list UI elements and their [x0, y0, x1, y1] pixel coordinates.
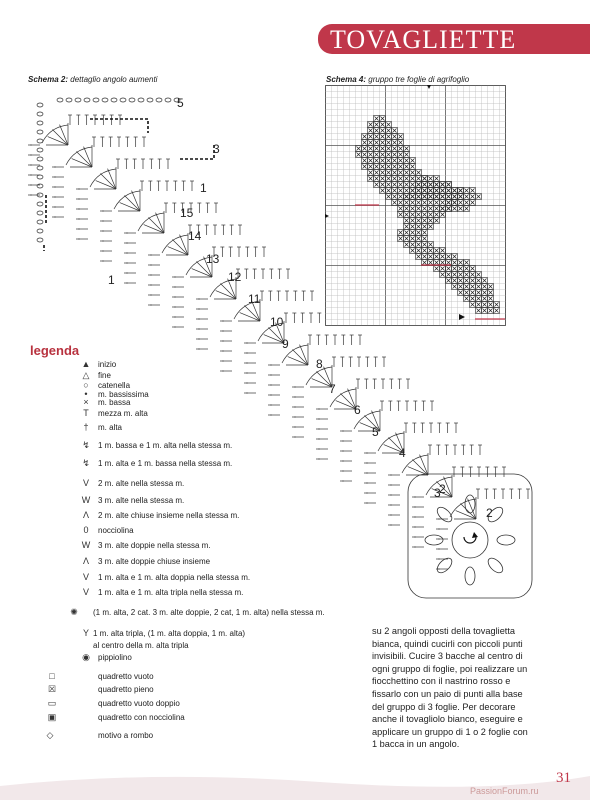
schema2-row-number: 5 [372, 425, 379, 439]
legend-item: m. alta [98, 423, 123, 432]
schema2-row-number: 5 [177, 96, 184, 110]
legend-item: catenella [98, 381, 131, 390]
legend-symbol-icon: ↯ [82, 440, 90, 450]
schema2-row-number: 7 [329, 382, 336, 396]
legend-item: nocciolina [98, 526, 134, 535]
schema2-row-number: 15 [180, 206, 194, 220]
schema2-row-number: 13 [206, 252, 220, 266]
legend-item: 3 m. alte doppie chiuse insieme [98, 557, 211, 566]
watermark: PassionForum.ru [470, 786, 539, 796]
legend-item: 1 m. alta e 1 m. alta tripla nella stessa m. [98, 588, 244, 597]
schema2-row-number: 3 [434, 486, 441, 500]
schema2-row-number: 2 [439, 482, 446, 496]
legend-item: m. bassa [98, 398, 131, 407]
legend-symbol-icon: □ [49, 671, 55, 681]
legend-symbol-icon: ◇ [46, 730, 54, 740]
legend-item: 1 m. alta e 1 m. bassa nella stessa m. [98, 459, 233, 468]
legend-symbol-icon: ▣ [47, 712, 57, 722]
legend-item: quadretto pieno [98, 685, 154, 694]
legend-symbol-icon: V [82, 587, 89, 597]
schema2-row-number: 6 [354, 403, 361, 417]
page-number: 31 [556, 770, 571, 786]
legend-symbol-icon: Λ [82, 510, 89, 520]
title-banner [318, 24, 590, 54]
legend-symbol-icon: V [82, 478, 89, 488]
schema2-row-number: 12 [228, 270, 242, 284]
legend-item: 2 m. alte chiuse insieme nella stessa m. [98, 511, 240, 520]
legend-item: mezza m. alta [98, 409, 148, 418]
schema2-row-number: 1 [108, 273, 115, 287]
legend-item: quadretto con nocciolina [98, 713, 185, 722]
schema2-caption [28, 75, 157, 84]
legend-symbol-icon: ▲ [81, 359, 91, 369]
legend-item: quadretto vuoto doppio [98, 699, 180, 708]
schema2-label: Schema 2: [28, 75, 69, 84]
schema2-row-number: 11 [248, 292, 261, 306]
legend-symbol-icon: V [82, 572, 89, 582]
legend-item: 1 m. bassa e 1 m. alta nella stessa m. [98, 441, 233, 450]
legend-symbol-icon: △ [82, 370, 90, 380]
schema2-row-number: 2 [486, 506, 493, 520]
legend-symbol-icon: Λ [82, 556, 89, 566]
page-title: TOVAGLIETTE [330, 25, 517, 54]
legend-item: (1 m. alta, 2 cat. 3 m. alte doppie, 2 cat, 1 m. alta) nella stessa m. [93, 608, 325, 617]
legend-symbol-icon: ◉ [82, 652, 90, 662]
legend-symbol-icon: ✺ [70, 607, 78, 617]
legend-symbol-icon: ▭ [47, 698, 57, 708]
legend-symbol-icon: ↯ [82, 458, 90, 468]
legend-item: 2 m. alte nella stessa m. [98, 479, 185, 488]
legend-item: 3 m. alte nella stessa m. [98, 496, 185, 505]
legend-item: 1 m. alta e 1 m. alta doppia nella stessa m. [98, 573, 251, 582]
legend-item: inizio [98, 360, 117, 369]
legend-symbol-icon: × [83, 397, 89, 407]
legend-item: pippiolino [98, 653, 132, 662]
schema4-label: Schema 4: [326, 75, 367, 84]
legend-symbol-icon: ○ [83, 380, 89, 390]
legend-symbol-icon: 0 [83, 525, 89, 535]
legend-item: motivo a rombo [98, 731, 154, 740]
schema4-grid-chart [325, 85, 515, 335]
legend-item: m. bassissima [98, 390, 149, 399]
legend-item: fine [98, 371, 111, 380]
schema2-row-number: 3 [213, 142, 220, 156]
legend-symbol-icon: ☒ [47, 684, 57, 694]
schema2-row-number: 1 [200, 181, 207, 195]
legend-item: al centro della m. alta tripla [93, 641, 189, 650]
schema2-row-number: 4 [399, 446, 406, 460]
schema2-row-number: 14 [188, 229, 202, 243]
schema2-row-number: 10 [270, 315, 284, 329]
legend-symbol-icon: W [81, 495, 91, 505]
schema4-text: gruppo tre foglie di agrifoglio [368, 75, 470, 84]
legend-symbol-icon: † [83, 422, 89, 432]
schema4-caption [326, 75, 469, 84]
schema2-row-number: 9 [282, 337, 289, 351]
legend-symbol-icon: W [81, 540, 91, 550]
schema2-row-number: 8 [316, 357, 323, 371]
legend-title: legenda [30, 343, 80, 358]
legend-symbol-icon: • [84, 389, 88, 399]
legend-item: 1 m. alta tripla, (1 m. alta doppia, 1 m. alta) [93, 629, 246, 638]
legend-symbol-icon: T [83, 408, 89, 418]
legend-symbol-icon: Y [82, 628, 89, 638]
legend-item: quadretto vuoto [98, 672, 154, 681]
legend-item: 3 m. alte doppie nella stessa m. [98, 541, 211, 550]
body-paragraph: su 2 angoli opposti della tovaglietta bianca, quindi cucirli con piccoli punti invisibili. Cucire 3 bacche al centro di ogni gruppo di foglie, poi realizzare un fiocchettino con il nastrino rosso e fissarlo con un paio di punti alla base del gruppo di 3 foglie. Per decorare anche il tovagliolo bianco, eseguire e applicare un gruppo di 1 o 2 foglie con 1 bacca in un angolo. [372, 626, 528, 750]
schema2-text: dettaglio angolo aumenti [70, 75, 158, 84]
